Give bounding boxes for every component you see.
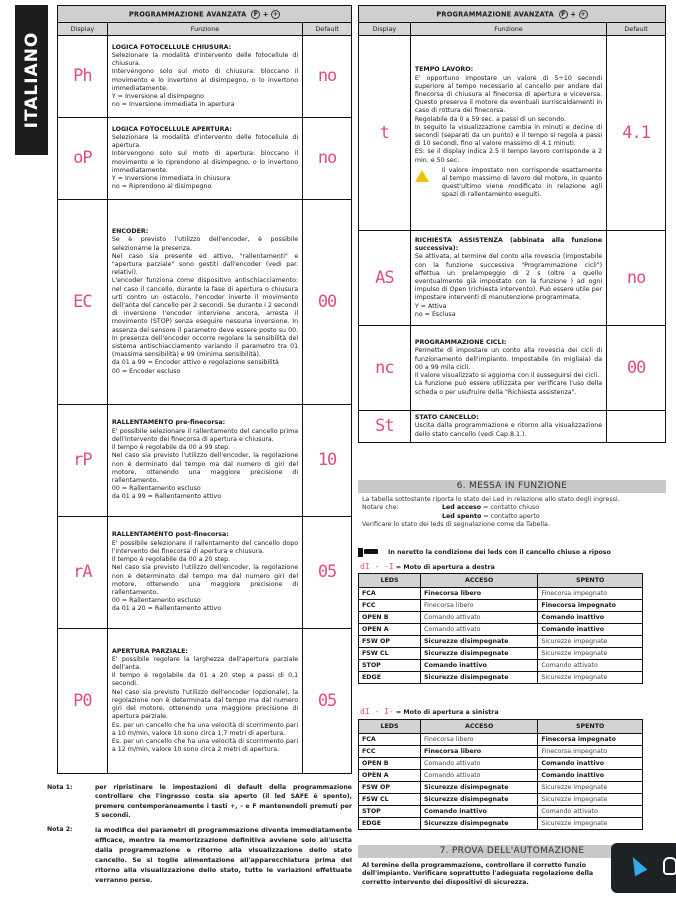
function-line: Regolabile da 0 a 59 sec. a passi di un secondo. — [414, 115, 566, 123]
function-title: TEMPO LAVORO: — [414, 66, 474, 74]
function-description — [410, 231, 606, 326]
section-7-text: Al termine della programmazione, controllare il corretto funzio dell'impianto. Verificare soprattutto l'adeguata regolazione della corretto intervento dei dispositivi di sicurezza. — [362, 862, 594, 886]
function-line: Nel caso sia previsto l'utilizzo dell'encoder (opzionale), la regolazione non è determinata dal tempo ma dal numero giri del motore, ottenendo una maggiore precisione di apertura parziale. — [111, 688, 299, 721]
function-line: Se attivata, al termine del conto alla rovescia (impostabile con la funzione successiva "Programmazione cicli") effettua un prelampeggio di 2 s (oltre a quello eventualmente già impostato con la funzione ) ad ogni impulso di Open (richiesta intervento). Può essere utile per impostare interventi di manutenzione programmata. — [414, 253, 603, 302]
function-line: Permette di impostare un conto alla rovescia dei cicli di funzionamento dell'impianto. Impostabile (in migliaia) da 00 a 99 mila cicli. — [414, 347, 603, 371]
leds-table-right-opening: LEDS ACCESO SPENTO FCA Finecorsa libero Finecorsa impegnato FCC Finecorsa libero Finecorsa impegnato OPEN B Comando attivato Comando inattivo OPEN A Comando attivato Comando inattivo FSW OP Sicurezze disimpegnate Sicurezze impegnate FSW CL Sicurezze disimpegnate Sicurezze impegnate STOP Comando inattivo Comando attivato EDGE Sicurezze disimpegnate Sicurezze impegnate — [358, 573, 643, 684]
function-line: Es. per un cancello che ha una velocità di scorrimento pari a 10 m/min, valore 10 sono circa 1,7 metri di apertura. — [111, 721, 299, 737]
leds-table-left-opening: LEDS ACCESO SPENTO FCA Finecorsa libero Finecorsa impegnato FCC Finecorsa libero Finecorsa impegnato OPEN B Comando attivato Comando inattivo OPEN A Comando attivato Comando inattivo FSW OP Sicurezze disimpegnate Sicurezze impegnate FSW CL Sicurezze disimpegnate Sicurezze impegnate STOP Comando inattivo Comando attivato EDGE Sicurezze disimpegnate Sicurezze impegnate — [358, 719, 643, 830]
table-title: PROGRAMMAZIONE AVANZATA F + + — [58, 6, 352, 23]
plus-key-icon: + — [272, 10, 279, 18]
led-on-state: Comando attivato — [421, 770, 538, 782]
led-on-state: Comando attivato — [421, 612, 538, 624]
default-value: 00 — [607, 326, 666, 411]
language-tab — [15, 5, 48, 155]
table-row — [359, 36, 666, 231]
function-line: da 01 a 99 = Rallentamento attivo — [111, 493, 222, 501]
function-line: da 01 a 99 = Encoder attivo e regolazione sensibilità — [111, 359, 279, 367]
function-line: 00 = Encoder escluso — [111, 367, 181, 375]
default-value: no — [303, 118, 352, 200]
function-line: 00 = Rallentamento escluso — [111, 485, 201, 493]
led-row — [359, 770, 643, 782]
function-title: PROGRAMMAZIONE CICLI: — [414, 339, 507, 347]
display-code: Ph — [58, 36, 108, 118]
function-line: no = Riprendono al disimpegno — [111, 183, 212, 191]
table-row — [359, 231, 666, 326]
function-line: Se è previsto l'utilizzo dell'encoder, è possibile selezionarne la presenza. — [111, 236, 299, 252]
table-row — [359, 326, 666, 411]
led-off-state: Finecorsa impegnato — [538, 734, 643, 746]
default-value: 00 — [303, 200, 352, 405]
function-description — [107, 629, 302, 774]
table-row — [359, 411, 666, 443]
led-off-state: Comando inattivo — [538, 624, 643, 636]
led-row — [359, 758, 643, 770]
warning-note: Il valore impostato non corrisponde esattamente al tempo massimo di lavoro del motore, in quanto quest'ultimo viene modificato in relazione agli spazi di rallentamento eseguiti. — [415, 167, 602, 200]
advanced-programming-table-left — [57, 5, 352, 774]
default-value: 05 — [303, 629, 352, 774]
function-line: L'encoder funziona come dispositivo antischiacciamento: nel caso il cancello, durante la fase di apertura o chiusura urti contro un ostacolo, l'encoder inverte il movimento dell'anta del cancello per 2 secondi. Se durante i 2 secondi di inversione l'encoder interviene ancora, arresta il movimento (STOP) senza eseguire nessuna inversione. In assenza del sensore il parametro deve essere posto su 00. In presenza dell'encoder occorre regolare la sensibilità del sistema antischiacciamento variando il parametro tra 01 (massima sensibilità) e 99 (minima sensibilità). — [111, 277, 299, 359]
led-off-state: Comando attivato — [538, 660, 643, 672]
function-line: no = Esclusa — [414, 310, 456, 318]
function-line: E' possibile selezionare il rallentamento del cancello dopo l'intervento dei finecorsa di apertura e chiusura. — [111, 539, 299, 555]
led-on-state: Sicurezze disimpegnate — [421, 672, 538, 684]
table-row — [58, 118, 352, 200]
cursor-pointer-icon[interactable] — [627, 854, 648, 876]
default-value: no — [303, 36, 352, 118]
function-description — [410, 411, 606, 443]
led-row — [359, 782, 643, 794]
f-key-icon: F — [251, 10, 260, 19]
led-name: OPEN A — [359, 624, 421, 636]
col-display: Display — [359, 23, 411, 36]
col-default: Default — [303, 23, 352, 36]
bold-condition-note: In neretto la condizione dei leds con il cancello chiuso a riposo — [358, 548, 611, 557]
led-off-state: Sicurezze impegnate — [538, 794, 643, 806]
display-code: P0 — [58, 629, 108, 774]
display-code: nc — [359, 326, 411, 411]
function-line: Y = Inversione al disimpegno — [111, 92, 204, 100]
led-name: FCA — [359, 588, 421, 600]
function-line: Nel caso sia previsto l'utilizzo dell'encoder, la regolazione non è derminato dal tempo ma dal numero di giri del motore, ottenendo una maggiore precisione di rallentamento. — [111, 452, 299, 484]
led-on-state: Finecorsa libero — [421, 588, 538, 600]
section-6-header: 6. MESSA IN FUNZIONE — [358, 480, 666, 493]
led-row — [359, 600, 643, 612]
function-title: LOGICA FOTOCELLULE CHIUSURA: — [111, 43, 232, 51]
display-code: rP — [58, 405, 108, 517]
led-row — [359, 612, 643, 624]
led-row — [359, 734, 643, 746]
led-off-state: Sicurezze impegnate — [538, 782, 643, 794]
led-name: EDGE — [359, 672, 421, 684]
display-code: EC — [58, 200, 108, 405]
table-row — [58, 36, 352, 118]
led-name: FSW CL — [359, 648, 421, 660]
led-on-state: Sicurezze disimpegnate — [421, 636, 538, 648]
language-tab-label: ITALIANO — [21, 31, 42, 129]
led-name: FCC — [359, 600, 421, 612]
function-line: E' possibile regolare la larghezza dell'apertura parziale dell'anta. — [111, 655, 299, 672]
function-line: Nel caso sia presente ed attivo, "rallentamenti" e "apertura parziale" sono gestiti dall'encoder (vedi par. relativi). — [111, 252, 299, 277]
led-off-state: Finecorsa impegnato — [538, 746, 643, 758]
led-name: FCA — [359, 734, 421, 746]
led-name: FSW OP — [359, 782, 421, 794]
led-row — [359, 588, 643, 600]
led-name: FSW CL — [359, 794, 421, 806]
function-description — [410, 36, 606, 231]
function-line: La funzione può essere utilizzata per verificare l'uso della scheda o per usufruire della "Richiesta assistenza". — [414, 380, 603, 396]
led-name: EDGE — [359, 818, 421, 830]
led-row — [359, 672, 643, 684]
default-value: 4.1 — [607, 36, 666, 231]
motion-left-label: dI - I- = Moto di apertura a sinistra — [360, 707, 499, 716]
function-description — [107, 517, 302, 629]
led-name: FSW OP — [359, 636, 421, 648]
led-on-state: Sicurezze disimpegnate — [421, 818, 538, 830]
led-off-state: Comando inattivo — [538, 770, 643, 782]
led-off-state: Comando inattivo — [538, 758, 643, 770]
function-description — [107, 200, 302, 405]
led-row — [359, 636, 643, 648]
function-description — [410, 326, 606, 411]
plus-key-icon: + — [580, 10, 586, 18]
led-row — [359, 806, 643, 818]
led-name: FCC — [359, 746, 421, 758]
function-line: da 01 a 20 = Rallentamento attivo — [111, 605, 222, 613]
function-line: Y = Attiva — [414, 302, 447, 310]
f-key-icon: F — [559, 10, 568, 19]
warning-triangle-icon — [415, 170, 429, 182]
led-off-state: Comando attivato — [538, 806, 643, 818]
table-row — [58, 517, 352, 629]
led-off-state: Finecorsa impegnato — [538, 600, 643, 612]
section-7-header: 7. PROVA DELL'AUTOMAZIONE — [358, 845, 666, 858]
function-line: E' opportuno impostare un valore di 5÷10 secondi superiore al tempo necessario al cancello per andare dal finecorsa di chiusura al finecorsa di apertura e viceversa. Questo preserva il motore da eventuali surriscaldamenti in caso di rottura dei finecorsa. — [414, 74, 603, 115]
function-line: Selezionare la modalità d'intervento delle fotocellule di chiusura. — [111, 51, 299, 68]
function-line: Il tempo è regolabile da 01 a 20 step a passi di 0,1 secondi. — [111, 672, 299, 688]
led-on-state: Comando inattivo — [421, 806, 538, 818]
display-code: rA — [58, 517, 108, 629]
led-off-state: Sicurezze impegnate — [538, 648, 643, 660]
function-line: Y = Inversione immediata in chiusura — [111, 174, 231, 182]
led-row — [359, 794, 643, 806]
display-code: AS — [359, 231, 411, 326]
function-line: Uscita dalla programmazione e ritorno alla visualizzazione dello stato cancello (vedi Cap.8.1.). — [414, 422, 603, 438]
function-title: APERTURA PARZIALE: — [111, 647, 188, 655]
notes — [47, 783, 352, 890]
motion-right-label: dI - -I = Moto di apertura a destra — [360, 562, 495, 571]
advanced-programming-table-right — [358, 5, 666, 443]
led-name: OPEN B — [359, 612, 421, 624]
function-line: no = Inversione immediata in apertura — [111, 101, 235, 109]
led-row — [359, 660, 643, 672]
led-off-state: Comando inattivo — [538, 612, 643, 624]
table-title: PROGRAMMAZIONE AVANZATA F + + — [359, 6, 666, 23]
led-row — [359, 624, 643, 636]
function-line: In seguito la visualizzazione cambia in minuti e decine di secondi (separati da un punto) e il tempo si regola a passi di 10 secondi, fino al valore massimo di 4.1 minuti. — [414, 123, 603, 148]
led-off-state: Finecorsa impegnato — [538, 588, 643, 600]
default-value: no — [607, 231, 666, 326]
default-value: 05 — [303, 517, 352, 629]
function-line: E' possibile selezionare il rallentamento del cancello prima dell'intervento dei finecorsa di apertura e chiusura. — [111, 427, 299, 443]
display-code: St — [359, 411, 411, 443]
function-title: STATO CANCELLO: — [414, 414, 479, 422]
note-2: Nota 2: la modifica dei parametri di programmazione diventa immediatamente efficace, mentre la memorizzazione definitiva avviene solo all'uscita dalla programmazione e ritorno alla visualizzazione dello stato cancello. Se si toglie alimentazione all'apparecchiatura prima del ritorno alla visualizzazione dello stato, tutte le variazioni effettuate verranno perse. — [47, 826, 352, 885]
function-description — [107, 118, 302, 200]
pointing-hand-icon — [358, 548, 380, 557]
table-row — [58, 629, 352, 774]
pointer-mode-toolbar[interactable] — [611, 843, 676, 893]
function-line: Il valore visualizzato si aggiorna con il susseguirsi dei cicli. — [414, 372, 600, 380]
function-title: RALLENTAMENTO post-finecorsa: — [111, 531, 229, 539]
led-row — [359, 746, 643, 758]
col-display: Display — [58, 23, 108, 36]
led-on-state: Finecorsa libero — [421, 600, 538, 612]
led-on-state: Comando attivato — [421, 758, 538, 770]
note-1: Nota 1: per ripristinare le impostazioni di default della programmazione controllare che l'ingresso costa sia aperto (il led SAFE è spento), premere contemporaneamente i tasti +, - e F mantenendoli premuti per 5 secondi. — [47, 784, 352, 819]
function-line: Intervengono solo sul moto di apertura: bloccano il movimento e lo riprendono al disimpegno, o lo invertono immediatamente. — [111, 150, 299, 174]
led-name: OPEN A — [359, 770, 421, 782]
function-description — [107, 36, 302, 118]
function-line: Il tempo è regolabile da 00 a 99 step. — [111, 444, 231, 452]
led-on-state: Comando inattivo — [421, 660, 538, 672]
section-6-intro: La tabella sottostante riporta lo stato dei Led in relazione allo stato degli ingressi. Notare che: Led acceso = contatto chiuso Led spento = contatto aperto Verificare lo stato dei leds di segnalazione come da Tabella. — [362, 496, 620, 529]
function-title: ENCODER: — [111, 228, 149, 236]
led-row — [359, 818, 643, 830]
led-on-state: Sicurezze disimpegnate — [421, 794, 538, 806]
display-code: oP — [58, 118, 108, 200]
table-row — [58, 405, 352, 517]
function-line: 00 = Rallentamento escluso — [111, 597, 201, 605]
function-title: RALLENTAMENTO pre-finecorsa: — [111, 419, 226, 427]
led-name: OPEN B — [359, 758, 421, 770]
col-default: Default — [607, 23, 666, 36]
function-description — [107, 405, 302, 517]
table-row — [58, 200, 352, 405]
default-value: 10 — [303, 405, 352, 517]
hand-tool-icon[interactable] — [663, 857, 676, 875]
col-function: Funzione — [410, 23, 606, 36]
led-on-state: Sicurezze disimpegnate — [421, 782, 538, 794]
led-off-state: Sicurezze impegnate — [538, 636, 643, 648]
led-on-state: Finecorsa libero — [421, 734, 538, 746]
function-line: Es. per un cancello che ha una velocità di scorrimento pari a 12 m/min, valore 10 sono circa 2 metri di apertura. — [111, 737, 299, 754]
function-title: RICHIESTA ASSISTENZA (abbinata alla funzione successiva): — [414, 236, 603, 253]
led-on-state: Comando attivato — [421, 624, 538, 636]
led-on-state: Sicurezze disimpegnate — [421, 648, 538, 660]
led-name: STOP — [359, 660, 421, 672]
display-code: t — [359, 36, 411, 231]
led-on-state: Finecorsa libero — [421, 746, 538, 758]
function-line: Intervengono solo sul moto di chiusura: bloccano il movimento e lo invertono al disimpegno, o lo invertono immediatamente. — [111, 68, 299, 92]
led-off-state: Sicurezze impegnate — [538, 818, 643, 830]
led-off-state: Sicurezze impegnate — [538, 672, 643, 684]
default-value — [607, 411, 666, 443]
function-line: Selezionare la modalità d'intervento delle fotocellule di apertura. — [111, 133, 299, 150]
function-title: LOGICA FOTOCELLULE APERTURA: — [111, 125, 232, 133]
function-line: Nel caso sia previsto l'utilizzo dell'encoder, la regolazione non è determinato dal tempo ma dal numero giri del motore, ottenendo una maggiore precisione di rallentamento. — [111, 564, 299, 596]
col-function: Funzione — [107, 23, 302, 36]
led-name: STOP — [359, 806, 421, 818]
function-line: Il tempo è regolabile da 00 a 20 step. — [111, 556, 231, 564]
function-line: ES: se il display indica 2.5 il tempo lavoro corrisponde a 2 min. e 50 sec. — [414, 148, 603, 164]
led-row — [359, 648, 643, 660]
